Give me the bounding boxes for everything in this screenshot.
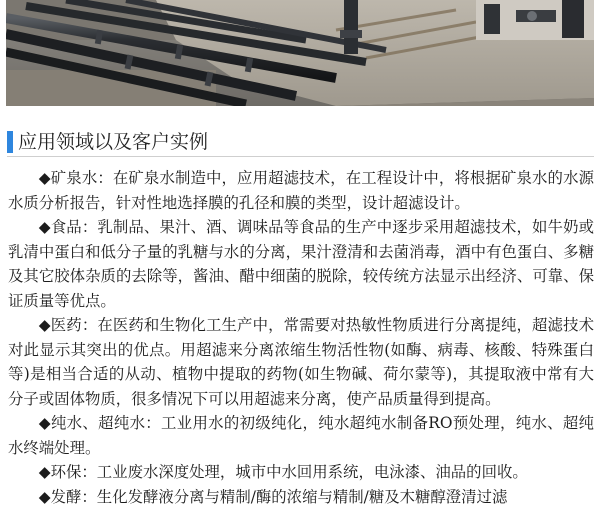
section-accent-bar [7, 131, 13, 153]
paragraph-fermentation: ◆发酵：生化发酵液分离与精制/酶的浓缩与精制/糖及木糖醇澄清过滤 [38, 487, 508, 506]
application-list [8, 166, 594, 518]
paragraph-pure-water: ◆纯水、超纯水：工业用水的初级纯化，纯水超纯水制备RO预处理，纯水、超纯水终端处理。 [8, 414, 594, 457]
paragraph-environment: ◆环保：工业废水深度处理，城市中水回用系统，电泳漆、油品的回收。 [38, 463, 528, 481]
paragraph-medicine: ◆医药：在医药和生物化工生产中，常需要对热敏性物质进行分离提纯，超滤技术对此显示其突出的优点。用超滤来分离浓缩生物活性物(如酶、病毒、核酸、特殊蛋白等)是相当合适的从动、植物中提取的药物(如生物碱、荷尔蒙等)，其提取液中常有大分子或固体物质，很多情况下可以用超滤来分离，使产品质量得到提高。 [8, 316, 594, 408]
pipe-installation-photo [6, 0, 594, 106]
section-header [0, 127, 600, 157]
paragraph-mineral-water: ◆矿泉水：在矿泉水制造中，应用超滤技术，在工程设计中，将根据矿泉水的水源水质分析报告，针对性地选择膜的孔径和膜的类型，设计超滤设计。 [8, 169, 594, 212]
paragraph-food: ◆食品：乳制品、果汁、酒、调味品等食品的生产中逐步采用超滤技术，如牛奶或乳清中蛋白和低分子量的乳糖与水的分离，果汁澄清和去菌消毒，酒中有色蛋白、多糖及其它胶体杂质的去除等，酱油、醋中细菌的脱除，较传统方法显示出经济、可靠、保证质量等优点。 [8, 218, 594, 310]
section-divider [7, 156, 594, 157]
section-title: 应用领域以及客户实例 [18, 131, 209, 153]
